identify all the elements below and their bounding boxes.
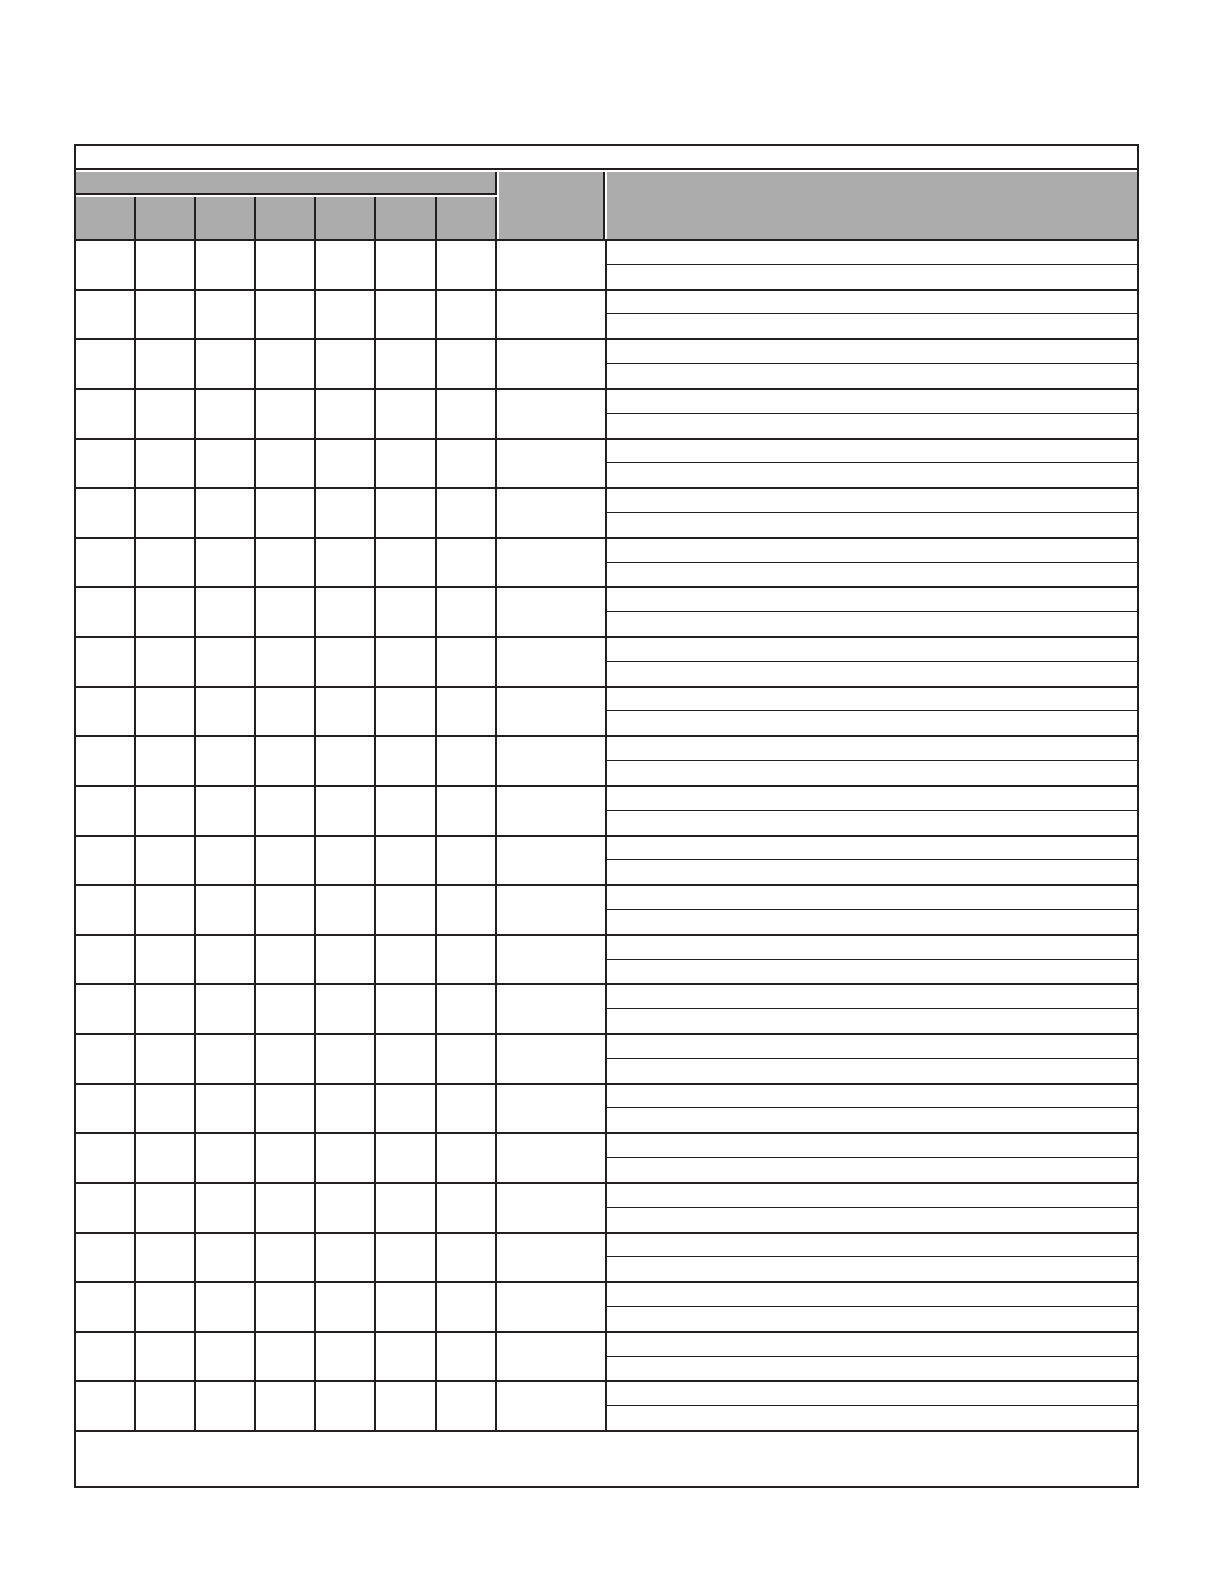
day-cell[interactable] [196, 588, 256, 636]
day-cell[interactable] [136, 985, 196, 1033]
column-2-cell[interactable] [499, 1134, 607, 1182]
note-line-2[interactable] [607, 612, 1137, 636]
note-line-1[interactable] [607, 588, 1137, 612]
day-cell[interactable] [256, 440, 316, 488]
day-cell[interactable] [76, 440, 136, 488]
day-cell[interactable] [196, 936, 256, 984]
day-cell[interactable] [437, 737, 497, 785]
day-cell[interactable] [376, 390, 437, 438]
note-line-1[interactable] [607, 985, 1137, 1009]
day-cell[interactable] [376, 588, 437, 636]
column-2-cell[interactable] [499, 588, 607, 636]
day-cell[interactable] [76, 1333, 136, 1381]
day-cell[interactable] [316, 340, 376, 388]
column-2-cell[interactable] [499, 886, 607, 934]
day-cell[interactable] [437, 688, 497, 736]
day-cell[interactable] [437, 1184, 497, 1232]
day-cell[interactable] [437, 1134, 497, 1182]
note-line-2[interactable] [607, 910, 1137, 934]
day-column-header [196, 197, 256, 239]
day-cell[interactable] [136, 787, 196, 835]
table-row [76, 886, 1137, 936]
note-line-1[interactable] [607, 440, 1137, 464]
column-2-cell[interactable] [499, 837, 607, 885]
day-cell[interactable] [76, 241, 136, 289]
day-cell[interactable] [136, 489, 196, 537]
note-line-1[interactable] [607, 936, 1137, 960]
day-cell[interactable] [437, 291, 497, 339]
day-cell[interactable] [196, 241, 256, 289]
table-row [76, 1134, 1137, 1184]
day-cell[interactable] [437, 539, 497, 587]
note-line-1[interactable] [607, 1283, 1137, 1307]
day-cell[interactable] [136, 638, 196, 686]
day-column-header [437, 197, 497, 239]
note-line-1[interactable] [607, 241, 1137, 265]
table-row [76, 291, 1137, 341]
day-cell[interactable] [136, 886, 196, 934]
day-cell[interactable] [256, 1283, 316, 1331]
table-row [76, 1184, 1137, 1234]
day-cell[interactable] [76, 1035, 136, 1083]
day-cell[interactable] [136, 1085, 196, 1133]
day-cell[interactable] [376, 787, 437, 835]
column-2-cell[interactable] [499, 291, 607, 339]
day-cell[interactable] [136, 688, 196, 736]
day-cell[interactable] [76, 539, 136, 587]
day-cell[interactable] [256, 1184, 316, 1232]
day-cell[interactable] [316, 489, 376, 537]
table-row [76, 588, 1137, 638]
column-2-cell[interactable] [499, 1382, 607, 1430]
day-cell[interactable] [376, 886, 437, 934]
column-2-cell[interactable] [499, 936, 607, 984]
table-row [76, 1283, 1137, 1333]
day-cell[interactable] [136, 1283, 196, 1331]
day-cell[interactable] [256, 737, 316, 785]
day-cell[interactable] [376, 440, 437, 488]
day-cell[interactable] [316, 737, 376, 785]
day-column-header [256, 197, 316, 239]
day-cell[interactable] [256, 936, 316, 984]
day-cell[interactable] [437, 340, 497, 388]
day-cell[interactable] [256, 688, 316, 736]
note-line-1[interactable] [607, 340, 1137, 364]
day-cell[interactable] [316, 1035, 376, 1083]
day-cell[interactable] [76, 1085, 136, 1133]
column-2-cell[interactable] [499, 1035, 607, 1083]
day-cell[interactable] [376, 688, 437, 736]
day-cell[interactable] [256, 390, 316, 438]
note-line-2[interactable] [607, 1357, 1137, 1381]
column-2-cell[interactable] [499, 1184, 607, 1232]
day-cell[interactable] [196, 1184, 256, 1232]
day-cell[interactable] [256, 1234, 316, 1282]
column-2-cell[interactable] [499, 1283, 607, 1331]
note-line-2[interactable] [607, 1059, 1137, 1083]
day-cell[interactable] [256, 291, 316, 339]
note-line-2[interactable] [607, 662, 1137, 686]
note-line-2[interactable] [607, 1158, 1137, 1182]
day-cell[interactable] [376, 936, 437, 984]
day-cell[interactable] [196, 539, 256, 587]
note-line-1[interactable] [607, 390, 1137, 414]
day-cell[interactable] [76, 886, 136, 934]
note-line-1[interactable] [607, 539, 1137, 563]
day-cell[interactable] [76, 489, 136, 537]
note-line-2[interactable] [607, 314, 1137, 338]
day-cell[interactable] [136, 837, 196, 885]
day-cell[interactable] [76, 936, 136, 984]
table-row [76, 390, 1137, 440]
note-line-2[interactable] [607, 1108, 1137, 1132]
day-cell[interactable] [437, 1283, 497, 1331]
day-cell[interactable] [256, 241, 316, 289]
table-row [76, 1085, 1137, 1135]
column-2-cell[interactable] [499, 539, 607, 587]
day-cell[interactable] [196, 1333, 256, 1381]
day-cell[interactable] [316, 241, 376, 289]
table-row [76, 787, 1137, 837]
log-table-body [76, 241, 1137, 1432]
day-cell[interactable] [256, 489, 316, 537]
note-line-1[interactable] [607, 1134, 1137, 1158]
day-column-header [136, 197, 196, 239]
day-cell[interactable] [316, 837, 376, 885]
day-cell[interactable] [437, 1333, 497, 1381]
day-cell[interactable] [256, 539, 316, 587]
day-cell[interactable] [376, 291, 437, 339]
note-line-1[interactable] [607, 1184, 1137, 1208]
note-line-1[interactable] [607, 1035, 1137, 1059]
day-cell[interactable] [376, 539, 437, 587]
day-cell[interactable] [437, 985, 497, 1033]
day-cell[interactable] [256, 638, 316, 686]
day-cell[interactable] [256, 886, 316, 934]
note-line-1[interactable] [607, 1382, 1137, 1406]
note-line-2[interactable] [607, 761, 1137, 785]
day-cell[interactable] [437, 440, 497, 488]
note-line-1[interactable] [607, 638, 1137, 662]
day-cell[interactable] [376, 837, 437, 885]
day-cell[interactable] [136, 539, 196, 587]
day-cell[interactable] [136, 440, 196, 488]
footer-area[interactable] [76, 1432, 1137, 1486]
day-cell[interactable] [316, 936, 376, 984]
day-cell[interactable] [196, 886, 256, 934]
day-cell[interactable] [437, 1035, 497, 1083]
column-2-header [499, 172, 605, 239]
day-cell[interactable] [437, 1085, 497, 1133]
day-cell[interactable] [196, 1234, 256, 1282]
day-cell[interactable] [76, 688, 136, 736]
column-2-cell[interactable] [499, 787, 607, 835]
column-3-header [607, 172, 1137, 239]
note-line-2[interactable] [607, 811, 1137, 835]
note-line-2[interactable] [607, 1208, 1137, 1232]
table-row [76, 985, 1137, 1035]
column-2-cell[interactable] [499, 1333, 607, 1381]
day-cell[interactable] [316, 1085, 376, 1133]
day-cell[interactable] [316, 787, 376, 835]
day-cell[interactable] [196, 787, 256, 835]
day-cell[interactable] [316, 440, 376, 488]
day-cell[interactable] [376, 241, 437, 289]
table-row [76, 440, 1137, 490]
column-2-cell[interactable] [499, 688, 607, 736]
table-row [76, 737, 1137, 787]
day-cell[interactable] [376, 1283, 437, 1331]
note-line-1[interactable] [607, 489, 1137, 513]
note-line-1[interactable] [607, 787, 1137, 811]
day-cell[interactable] [196, 1382, 256, 1430]
table-row [76, 688, 1137, 738]
day-cell[interactable] [376, 1333, 437, 1381]
table-row [76, 489, 1137, 539]
column-2-cell[interactable] [499, 440, 607, 488]
note-line-2[interactable] [607, 711, 1137, 735]
note-line-2[interactable] [607, 960, 1137, 984]
column-2-cell[interactable] [499, 638, 607, 686]
day-cell[interactable] [376, 1184, 437, 1232]
day-cell[interactable] [76, 1134, 136, 1182]
column-2-cell[interactable] [499, 737, 607, 785]
note-line-2[interactable] [607, 463, 1137, 487]
day-cell[interactable] [256, 1085, 316, 1133]
note-line-2[interactable] [607, 1406, 1137, 1430]
column-2-cell[interactable] [499, 489, 607, 537]
table-row [76, 340, 1137, 390]
day-cell[interactable] [196, 1283, 256, 1331]
table-row [76, 638, 1137, 688]
note-line-2[interactable] [607, 414, 1137, 438]
note-line-2[interactable] [607, 563, 1137, 587]
day-cell[interactable] [256, 1035, 316, 1083]
day-cell[interactable] [437, 1234, 497, 1282]
day-cell[interactable] [136, 241, 196, 289]
note-line-2[interactable] [607, 364, 1137, 388]
day-cell[interactable] [376, 737, 437, 785]
day-cell[interactable] [437, 936, 497, 984]
day-cell[interactable] [196, 1035, 256, 1083]
day-cell[interactable] [316, 638, 376, 686]
day-cell[interactable] [437, 638, 497, 686]
day-cell[interactable] [316, 688, 376, 736]
note-line-2[interactable] [607, 265, 1137, 289]
day-cell[interactable] [437, 241, 497, 289]
day-cell[interactable] [76, 1184, 136, 1232]
day-group-header [76, 172, 497, 195]
note-line-1[interactable] [607, 291, 1137, 315]
day-cell[interactable] [196, 985, 256, 1033]
day-cell[interactable] [376, 340, 437, 388]
day-cell[interactable] [196, 737, 256, 785]
day-cell[interactable] [76, 390, 136, 438]
table-row [76, 1035, 1137, 1085]
day-cell[interactable] [136, 588, 196, 636]
table-row [76, 1382, 1137, 1432]
day-cell[interactable] [316, 1333, 376, 1381]
day-cell[interactable] [136, 291, 196, 339]
day-cell[interactable] [76, 787, 136, 835]
day-cell[interactable] [437, 489, 497, 537]
column-2-cell[interactable] [499, 985, 607, 1033]
day-cell[interactable] [196, 340, 256, 388]
day-cell[interactable] [437, 886, 497, 934]
column-2-cell[interactable] [499, 241, 607, 289]
day-cell[interactable] [136, 340, 196, 388]
day-cell[interactable] [76, 291, 136, 339]
day-cell[interactable] [256, 340, 316, 388]
day-cell[interactable] [196, 489, 256, 537]
day-cell[interactable] [76, 1382, 136, 1430]
day-cell[interactable] [76, 1234, 136, 1282]
day-cell[interactable] [316, 886, 376, 934]
day-cell[interactable] [256, 985, 316, 1033]
day-cell[interactable] [196, 1134, 256, 1182]
day-cell[interactable] [316, 1234, 376, 1282]
day-cell[interactable] [316, 539, 376, 587]
table-row [76, 1333, 1137, 1383]
day-cell[interactable] [76, 638, 136, 686]
day-cell[interactable] [316, 985, 376, 1033]
day-cell[interactable] [256, 837, 316, 885]
note-line-2[interactable] [607, 860, 1137, 884]
note-line-2[interactable] [607, 513, 1137, 537]
day-cell[interactable] [256, 1382, 316, 1430]
day-cell[interactable] [196, 1085, 256, 1133]
day-column-header [76, 197, 136, 239]
day-cell[interactable] [437, 1382, 497, 1430]
day-cell[interactable] [376, 985, 437, 1033]
day-cell[interactable] [196, 837, 256, 885]
day-cell[interactable] [76, 1283, 136, 1331]
day-cell[interactable] [256, 1333, 316, 1381]
day-cell[interactable] [136, 1035, 196, 1083]
note-line-1[interactable] [607, 1085, 1137, 1109]
day-cell[interactable] [316, 1382, 376, 1430]
day-cell[interactable] [316, 1283, 376, 1331]
column-2-cell[interactable] [499, 1234, 607, 1282]
table-row [76, 539, 1137, 589]
note-line-2[interactable] [607, 1009, 1137, 1033]
day-cell[interactable] [316, 1134, 376, 1182]
day-cell[interactable] [76, 588, 136, 636]
day-cell[interactable] [196, 688, 256, 736]
note-line-1[interactable] [607, 1333, 1137, 1357]
column-2-cell[interactable] [499, 340, 607, 388]
day-cell[interactable] [196, 390, 256, 438]
day-cell[interactable] [196, 638, 256, 686]
note-line-1[interactable] [607, 737, 1137, 761]
day-column-header [376, 197, 437, 239]
day-cell[interactable] [76, 837, 136, 885]
day-cell[interactable] [136, 1184, 196, 1232]
day-cell[interactable] [256, 1134, 316, 1182]
day-cell[interactable] [76, 340, 136, 388]
day-cell[interactable] [437, 588, 497, 636]
table-row [76, 241, 1137, 291]
day-cell[interactable] [196, 291, 256, 339]
note-line-1[interactable] [607, 688, 1137, 712]
day-cell[interactable] [316, 588, 376, 636]
day-cell[interactable] [316, 291, 376, 339]
day-cell[interactable] [76, 985, 136, 1033]
note-line-2[interactable] [607, 1307, 1137, 1331]
note-line-1[interactable] [607, 886, 1137, 910]
day-cell[interactable] [316, 1184, 376, 1232]
day-cell[interactable] [256, 787, 316, 835]
day-cell[interactable] [316, 390, 376, 438]
day-cell[interactable] [376, 638, 437, 686]
day-cell[interactable] [136, 936, 196, 984]
day-cell[interactable] [437, 390, 497, 438]
day-cell[interactable] [376, 1134, 437, 1182]
day-cell[interactable] [437, 787, 497, 835]
day-cell[interactable] [376, 1382, 437, 1430]
day-cell[interactable] [196, 440, 256, 488]
note-line-1[interactable] [607, 837, 1137, 861]
day-cell[interactable] [136, 1134, 196, 1182]
table-row [76, 837, 1137, 887]
form-title-bar [76, 146, 1137, 170]
day-cell[interactable] [376, 1085, 437, 1133]
day-cell[interactable] [76, 737, 136, 785]
note-line-2[interactable] [607, 1257, 1137, 1281]
day-cell[interactable] [376, 1035, 437, 1083]
day-cell[interactable] [136, 737, 196, 785]
column-2-cell[interactable] [499, 390, 607, 438]
note-line-1[interactable] [607, 1234, 1137, 1258]
day-cell[interactable] [136, 1333, 196, 1381]
log-form-sheet [74, 144, 1139, 1488]
day-cell[interactable] [376, 489, 437, 537]
day-cell[interactable] [136, 1382, 196, 1430]
day-column-header [316, 197, 376, 239]
day-cell[interactable] [136, 1234, 196, 1282]
day-cell[interactable] [256, 588, 316, 636]
day-cell[interactable] [136, 390, 196, 438]
table-row [76, 1234, 1137, 1284]
table-row [76, 936, 1137, 986]
day-cell[interactable] [437, 837, 497, 885]
column-2-cell[interactable] [499, 1085, 607, 1133]
day-cell[interactable] [376, 1234, 437, 1282]
